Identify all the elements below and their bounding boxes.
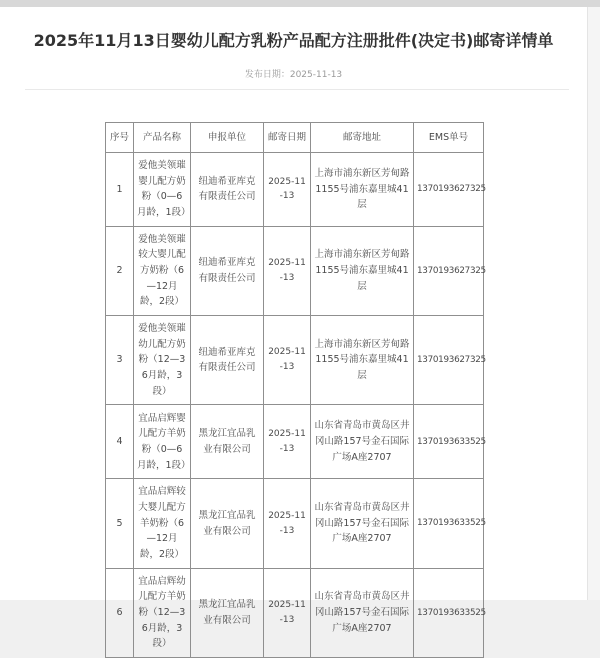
cell-ems-number: 1370193633525 — [414, 568, 484, 657]
cell-ems-number: 1370193633525 — [414, 479, 484, 568]
cell-mail-address: 上海市浦东新区芳甸路1155号浦东嘉里城41层 — [311, 153, 414, 227]
cell-mail-date: 2025-11-13 — [264, 405, 311, 479]
column-header-mail-address: 邮寄地址 — [311, 123, 414, 153]
cell-serial: 4 — [106, 405, 134, 479]
cell-serial: 5 — [106, 479, 134, 568]
cell-mail-date: 2025-11-13 — [264, 316, 311, 405]
content-card — [0, 7, 588, 650]
cell-mail-date: 2025-11-13 — [264, 479, 311, 568]
cell-mail-address: 山东省青岛市黄岛区井冈山路157号金石国际广场A座2707 — [311, 479, 414, 568]
page-title: 2025年11月13日婴幼儿配方乳粉产品配方注册批件(决定书)邮寄详情单 — [33, 31, 554, 50]
cell-mail-date: 2025-11-13 — [264, 153, 311, 227]
cell-serial: 6 — [106, 568, 134, 657]
page-right-gutter — [588, 7, 600, 600]
table-row — [106, 405, 484, 479]
page-top-strip — [0, 0, 600, 7]
cell-applicant: 纽迪希亚库克有限责任公司 — [191, 153, 264, 227]
title-divider — [25, 89, 569, 90]
cell-product-name: 宜品启辉幼儿配方羊奶粉（12—36月龄，3段） — [134, 568, 191, 657]
column-header-mail-date: 邮寄日期 — [264, 123, 311, 153]
table-row — [106, 479, 484, 568]
table-row — [106, 316, 484, 405]
column-header-applicant: 申报单位 — [191, 123, 264, 153]
publish-date-label: 发布日期： — [244, 70, 290, 80]
column-header-serial: 序号 — [106, 123, 134, 153]
cell-ems-number: 1370193627325 — [414, 316, 484, 405]
cell-mail-date: 2025-11-13 — [264, 226, 311, 315]
mail-table-body — [106, 153, 484, 658]
publish-date-line — [0, 67, 587, 80]
cell-product-name: 宜品启辉较大婴儿配方羊奶粉（6—12月龄，2段） — [134, 479, 191, 568]
cell-product-name: 宜品启辉婴儿配方羊奶粉（0—6月龄，1段） — [134, 405, 191, 479]
column-header-ems-number: EMS单号 — [414, 123, 484, 153]
cell-product-name: 爱他美领璀婴儿配方奶粉（0—6月龄，1段） — [134, 153, 191, 227]
cell-mail-address: 山东省青岛市黄岛区井冈山路157号金石国际广场A座2707 — [311, 568, 414, 657]
cell-mail-address: 山东省青岛市黄岛区井冈山路157号金石国际广场A座2707 — [311, 405, 414, 479]
mail-detail-table — [105, 122, 484, 658]
publish-date-value: 2025-11-13 — [289, 70, 343, 80]
table-row — [106, 226, 484, 315]
cell-product-name: 爱他美领璀较大婴儿配方奶粉（6—12月龄，2段） — [134, 226, 191, 315]
cell-mail-address: 上海市浦东新区芳甸路1155号浦东嘉里城41层 — [311, 316, 414, 405]
cell-applicant: 黑龙江宜品乳业有限公司 — [191, 479, 264, 568]
cell-applicant: 黑龙江宜品乳业有限公司 — [191, 405, 264, 479]
cell-mail-date: 2025-11-13 — [264, 568, 311, 657]
cell-applicant: 纽迪希亚库克有限责任公司 — [191, 316, 264, 405]
cell-serial: 2 — [106, 226, 134, 315]
cell-serial: 3 — [106, 316, 134, 405]
column-header-product-name: 产品名称 — [134, 123, 191, 153]
cell-serial: 1 — [106, 153, 134, 227]
cell-ems-number: 1370193627325 — [414, 153, 484, 227]
cell-applicant: 纽迪希亚库克有限责任公司 — [191, 226, 264, 315]
cell-product-name: 爱他美领璀幼儿配方奶粉（12—36月龄，3段） — [134, 316, 191, 405]
table-row — [106, 153, 484, 227]
cell-ems-number: 1370193633525 — [414, 405, 484, 479]
table-row — [106, 568, 484, 657]
cell-mail-address: 上海市浦东新区芳甸路1155号浦东嘉里城41层 — [311, 226, 414, 315]
cell-applicant: 黑龙江宜品乳业有限公司 — [191, 568, 264, 657]
cell-ems-number: 1370193627325 — [414, 226, 484, 315]
table-header-row — [106, 123, 484, 153]
